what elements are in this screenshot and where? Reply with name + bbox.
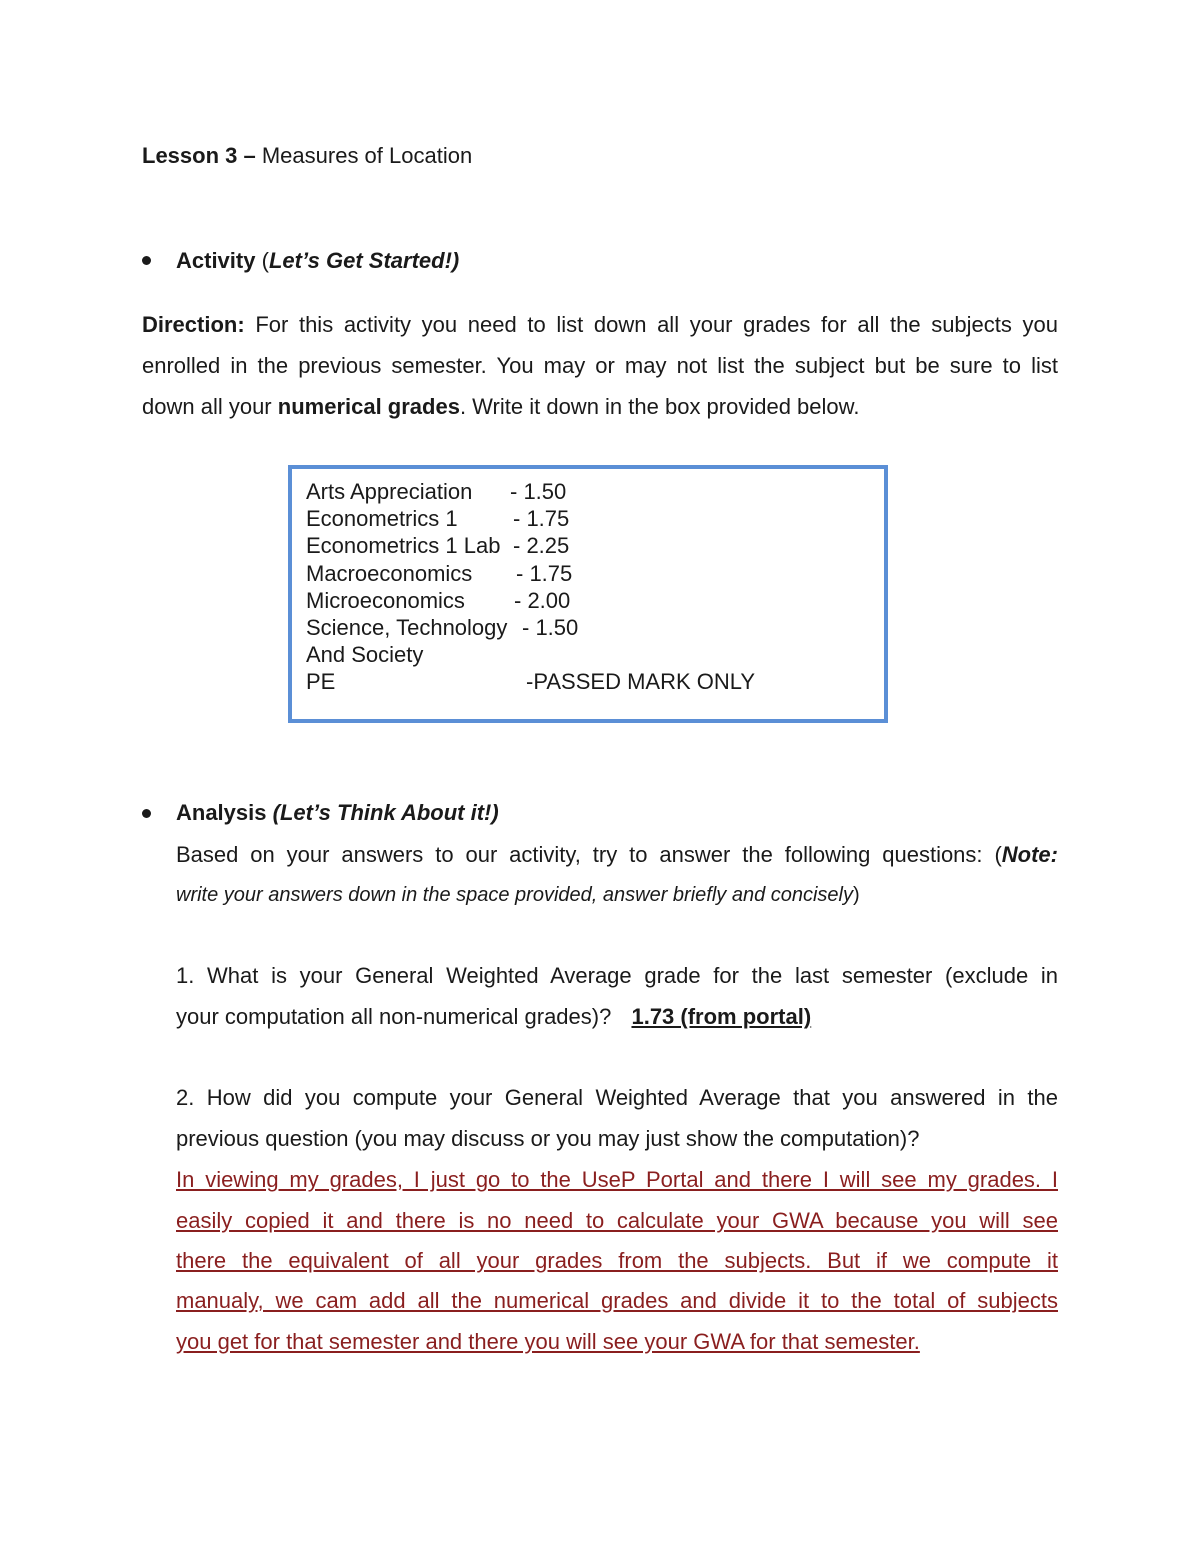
activity-heading: Activity (Let’s Get Started!) <box>176 248 460 273</box>
analysis-subtitle: (Let’s Think About it!) <box>272 800 499 825</box>
question-2-line-2: previous question (you may discuss or you may just show the computation)? <box>176 1126 920 1151</box>
answer-2-line-1: In viewing my grades, I just go to the UseP Portal and there I will see my grades. I <box>176 1167 1058 1192</box>
grade-row <box>306 642 423 668</box>
grade-row <box>306 588 465 614</box>
question-1-line-1: 1. What is your General Weighted Average grade for the last semester (exclude in <box>176 963 1058 988</box>
lesson-topic: Measures of Location <box>261 143 473 168</box>
lesson-label: Lesson 3 – <box>142 143 256 168</box>
lesson-title <box>142 143 472 169</box>
grade-value: - 1.75 <box>516 561 573 586</box>
activity-title: Activity <box>176 248 256 273</box>
grade-row <box>306 506 458 532</box>
answer-2-line-4: manualy, we cam add all the numerical grades and divide it to the total of subjects <box>176 1288 1058 1313</box>
grade-subject: Econometrics 1 Lab <box>306 533 501 558</box>
grade-row <box>306 561 472 587</box>
grade-row <box>306 533 500 559</box>
direction-line-3: down all your numerical grades. Write it down in the box provided below. <box>142 394 860 419</box>
note-label: Note: <box>1001 842 1058 867</box>
grades-box <box>288 465 888 723</box>
direction-text-1: For this activity you need to list down all your grades for all the subjects you <box>255 312 1058 337</box>
analysis-title: Analysis <box>176 800 267 825</box>
grade-subject: Econometrics 1 <box>306 506 458 531</box>
analysis-heading <box>176 800 499 826</box>
direction-line-1 <box>142 312 1058 338</box>
grade-value: - 2.00 <box>514 588 571 613</box>
direction-line-2: enrolled in the previous semester. You may or may not list the subject but be sure to list <box>142 353 1058 378</box>
grade-subject: Macroeconomics <box>306 561 473 586</box>
grade-value: -PASSED MARK ONLY <box>526 669 756 694</box>
grade-value: - 2.25 <box>513 533 570 558</box>
grade-row <box>306 615 507 641</box>
direction-label: Direction: <box>142 312 245 337</box>
question-2-line-1: 2. How did you compute your General Weighted Average that you answered in the <box>176 1085 1058 1110</box>
grade-value: - 1.50 <box>522 615 579 640</box>
grade-subject: Science, Technology <box>306 615 508 640</box>
grade-value: - 1.50 <box>510 479 567 504</box>
grade-row <box>306 479 472 505</box>
grade-subject: Microeconomics <box>306 588 465 613</box>
analysis-intro-line-2: write your answers down in the space provided, answer briefly and concisely) <box>176 884 860 906</box>
grade-subject: And Society <box>306 642 424 667</box>
answer-2-line-5: you get for that semester and there you will see your GWA for that semester. <box>176 1329 920 1354</box>
grade-subject: PE <box>306 669 336 694</box>
bullet-icon <box>142 809 151 818</box>
bullet-icon <box>142 256 151 265</box>
grade-subject: Arts Appreciation <box>306 479 473 504</box>
question-1-line-2: your computation all non-numerical grades)? 1.73 (from portal) <box>176 1004 812 1029</box>
answer-2-line-3: there the equivalent of all your grades from the subjects. But if we compute it <box>176 1248 1058 1273</box>
numerical-grades-emphasis: numerical grades <box>277 394 460 419</box>
grade-row <box>306 669 335 695</box>
activity-subtitle: Let’s Get Started! <box>268 248 452 273</box>
question-1-answer: 1.73 (from portal) <box>631 1004 812 1029</box>
grade-value: - 1.75 <box>513 506 570 531</box>
analysis-intro-line-1: Based on your answers to our activity, try to answer the following questions: (Note: <box>176 842 1058 867</box>
answer-2-line-2: easily copied it and there is no need to calculate your GWA because you will see <box>176 1208 1058 1233</box>
